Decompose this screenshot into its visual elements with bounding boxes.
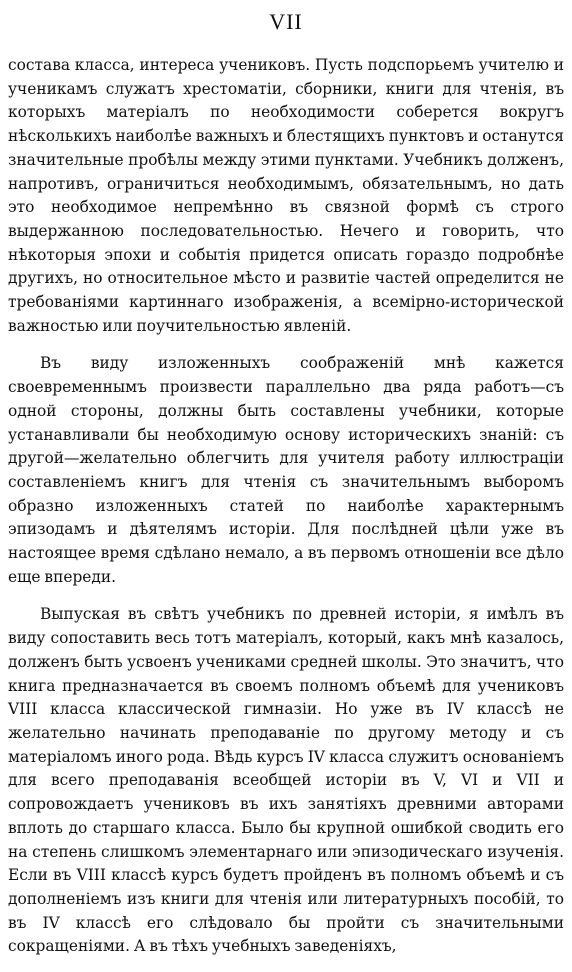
paragraph-2: Въ виду изложенныхъ соображеній мнѣ кажется своевременнымъ произвести параллельно два ряда работъ—съ одной стороны, должны быть составлены учебники, которые устанавливали бы необходимую основу историческихъ знаній: съ другой—желательно облегчить для учителя работу иллюстраціи составленіемъ книгъ для чтенія съ значительнымъ выборомъ образно изложенныхъ статей по наиболѣе характернымъ эпизодамъ и дѣятелямъ исторіи. Для послѣдней цѣли уже въ настоящее время сдѣлано немало, а въ первомъ отношеніи все дѣло еще впереди. — [8, 354, 564, 586]
paragraph-1: состава класса, интереса учениковъ. Пусть подспорьемъ учителю и ученикамъ служатъ хрестоматіи, сборники, книги для чтенія, въ которыхъ матеріалъ по необходимости соберется вокругъ нѣсколькихъ наиболѣе важныхъ и блестящихъ пунктовъ и останутся значительные пробѣлы между этими пунктами. Учебникъ долженъ, напротивъ, ограничиться необходимымъ, обязательнымъ, но дать это необходимое непремѣнно въ связной формѣ съ строго выдержанною последовательностью. Нечего и говорить, что нѣкоторыя эпохи и событія придется описать гораздо подробнѣе другихъ, но относительное мѣсто и развитіе частей определится не требованіями картиннаго изображенія, а всемірно-исторической важностью или поучительностью явленій. — [8, 56, 564, 335]
paragraph-3: Выпуская въ свѣтъ учебникъ по древней исторіи, я имѣлъ въ виду сопоставить весь тотъ матеріалъ, который, какъ мнѣ казалось, долженъ быть усвоенъ учениками средней школы. Это значитъ, что книга предназначается въ своемъ полномъ объемѣ для учениковъ VIII класса классической гимназіи. Но уже въ IV классѣ не желательно начинать преподаваніе по другому методу и съ матеріаломъ иного рода. Вѣдь курсъ IV класса служитъ основаніемъ для всего преподаванія всеобщей исторіи въ V, VI и VII и сопровождаетъ учениковъ въ ихъ занятіяхъ древними авторами вплоть до старшаго класса. Было бы крупной ошибкой сводить его на степень слишкомъ элементарнаго или эпизодическаго изученія. Если въ VIII классѣ курсъ будетъ пройденъ въ полномъ объемѣ и съ дополненіемъ изъ книги для чтенія или литературныхъ пособій, то въ IV классѣ его слѣдовало бы пройти съ значительными сокращеніями. А въ тѣхъ учебныхъ заведеніяхъ, — [8, 605, 564, 956]
page-number: VII — [269, 9, 303, 34]
